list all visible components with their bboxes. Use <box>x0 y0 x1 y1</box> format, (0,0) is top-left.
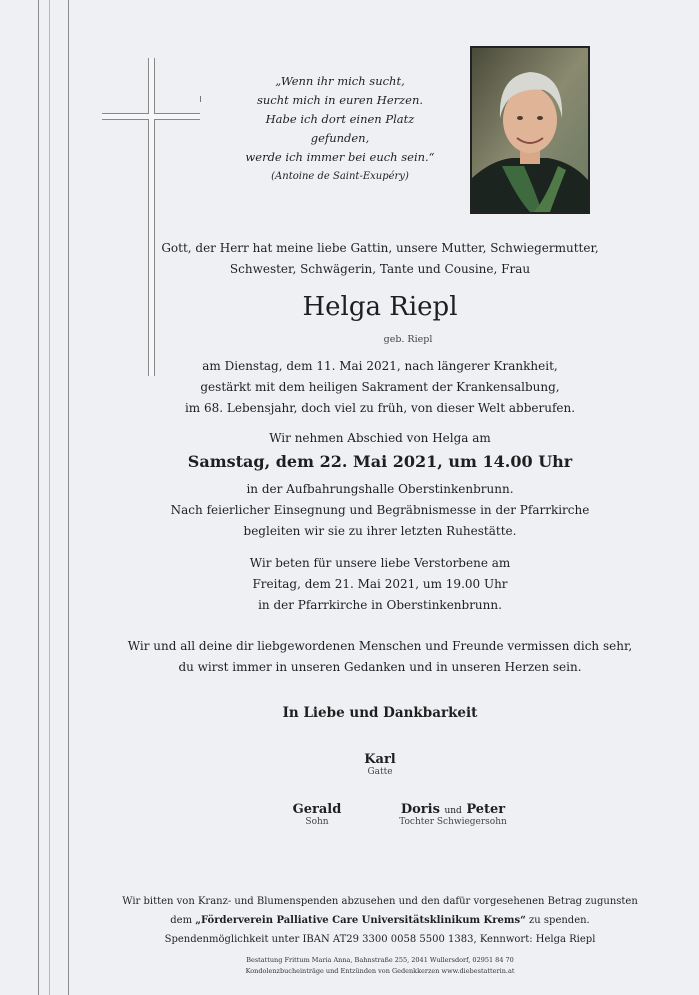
quote-line: sucht mich in euren Herzen. <box>256 93 424 107</box>
undertaker-info <box>120 955 640 977</box>
family-name: Peter <box>466 802 506 817</box>
prayer-line: Wir beten für unsere liebe Verstorbene am <box>249 556 511 570</box>
border-line-inner <box>68 0 69 995</box>
closing-line: du wirst immer in unseren Gedanken und in unseren Herzen sein. <box>178 660 582 674</box>
death-line: am Dienstag, dem 11. Mai 2021, nach längerer Krankheit, <box>202 359 558 373</box>
donation-text <box>120 892 640 949</box>
family-doris-peter <box>388 802 518 827</box>
gratitude-heading: In Liebe und Dankbarkeit <box>282 705 478 721</box>
death-line: im 68. Lebensjahr, doch viel zu früh, von dieser Welt abberufen. <box>184 401 576 415</box>
death-text <box>120 356 640 419</box>
family-name: Doris <box>400 802 440 817</box>
family-role: Schwiegersohn <box>436 817 507 827</box>
family-connector: und <box>444 806 462 816</box>
prayer-text <box>120 553 640 616</box>
prayer-line: Freitag, dem 21. Mai 2021, um 19.00 Uhr <box>252 577 508 591</box>
farewell-line: in der Aufbahrungshalle Oberstinkenbrunn. <box>246 482 514 496</box>
decor-tick <box>200 96 201 102</box>
quote-line: „Wenn ihr mich sucht, <box>275 74 405 88</box>
farewell-intro: Wir nehmen Abschied von Helga am <box>269 431 491 445</box>
intro-line: Schwester, Schwägerin, Tante und Cousine, Frau <box>229 262 531 276</box>
prayer-line: in der Pfarrkirche in Oberstinkenbrunn. <box>258 598 502 612</box>
deceased-name: Helga Riepl <box>302 292 458 322</box>
intro-text <box>120 238 640 280</box>
donation-line: Spendenmöglichkeit unter IBAN AT29 3300 0058 5500 1383, Kennwort: Helga Riepl <box>164 934 596 945</box>
family-name: Gerald <box>292 802 342 817</box>
quote-line: werde ich immer bei euch sein.“ <box>245 150 435 164</box>
donation-line: dem „Förderverein Palliative Care Universitätsklinikum Krems“ zu spenden. <box>170 915 590 926</box>
family-role: Tochter <box>399 817 434 827</box>
maiden-name: geb. Riepl <box>383 334 433 345</box>
farewell-line: begleiten wir sie zu ihrer letzten Ruhestätte. <box>243 524 517 538</box>
closing-line: Wir und all deine dir liebgewordenen Menschen und Freunde vermissen dich sehr, <box>127 639 633 653</box>
website-line: Kondolenzbucheinträge und Entzünden von Gedenkkerzen www.diebestatterin.at <box>245 967 515 975</box>
donation-line: Wir bitten von Kranz- und Blumenspenden abzusehen und den dafür vorgesehenen Betrag zugunsten <box>122 896 638 907</box>
quote-line: Habe ich dort einen Platz gefunden, <box>265 112 415 145</box>
border-line-outer <box>38 0 39 995</box>
family-name: Karl <box>364 752 396 767</box>
family-role: Sohn <box>305 817 329 827</box>
farewell-text <box>120 479 640 542</box>
family-gerald <box>282 802 352 827</box>
charity-name: „Förderverein Palliative Care Universitätsklinikum Krems“ <box>195 915 526 926</box>
intro-line: Gott, der Herr hat meine liebe Gattin, unsere Mutter, Schwiegermutter, <box>161 241 599 255</box>
farewell-date: Samstag, dem 22. Mai 2021, um 14.00 Uhr <box>187 452 573 471</box>
quote-author: (Antoine de Saint-Exupéry) <box>271 171 409 182</box>
farewell-line: Nach feierlicher Einsegnung und Begräbnismesse in der Pfarrkirche <box>170 503 590 517</box>
undertaker-line: Bestattung Frittum Maria Anna, Bahnstraße 255, 2041 Wullersdorf, 02951 84 70 <box>246 956 514 964</box>
portrait-photo <box>470 46 590 214</box>
quote-block <box>240 72 440 186</box>
family-role: Gatte <box>367 767 393 777</box>
family-karl <box>120 752 640 777</box>
border-line-middle <box>49 0 50 995</box>
death-line: gestärkt mit dem heiligen Sakrament der Krankensalbung, <box>200 380 560 394</box>
closing-text <box>120 636 640 678</box>
